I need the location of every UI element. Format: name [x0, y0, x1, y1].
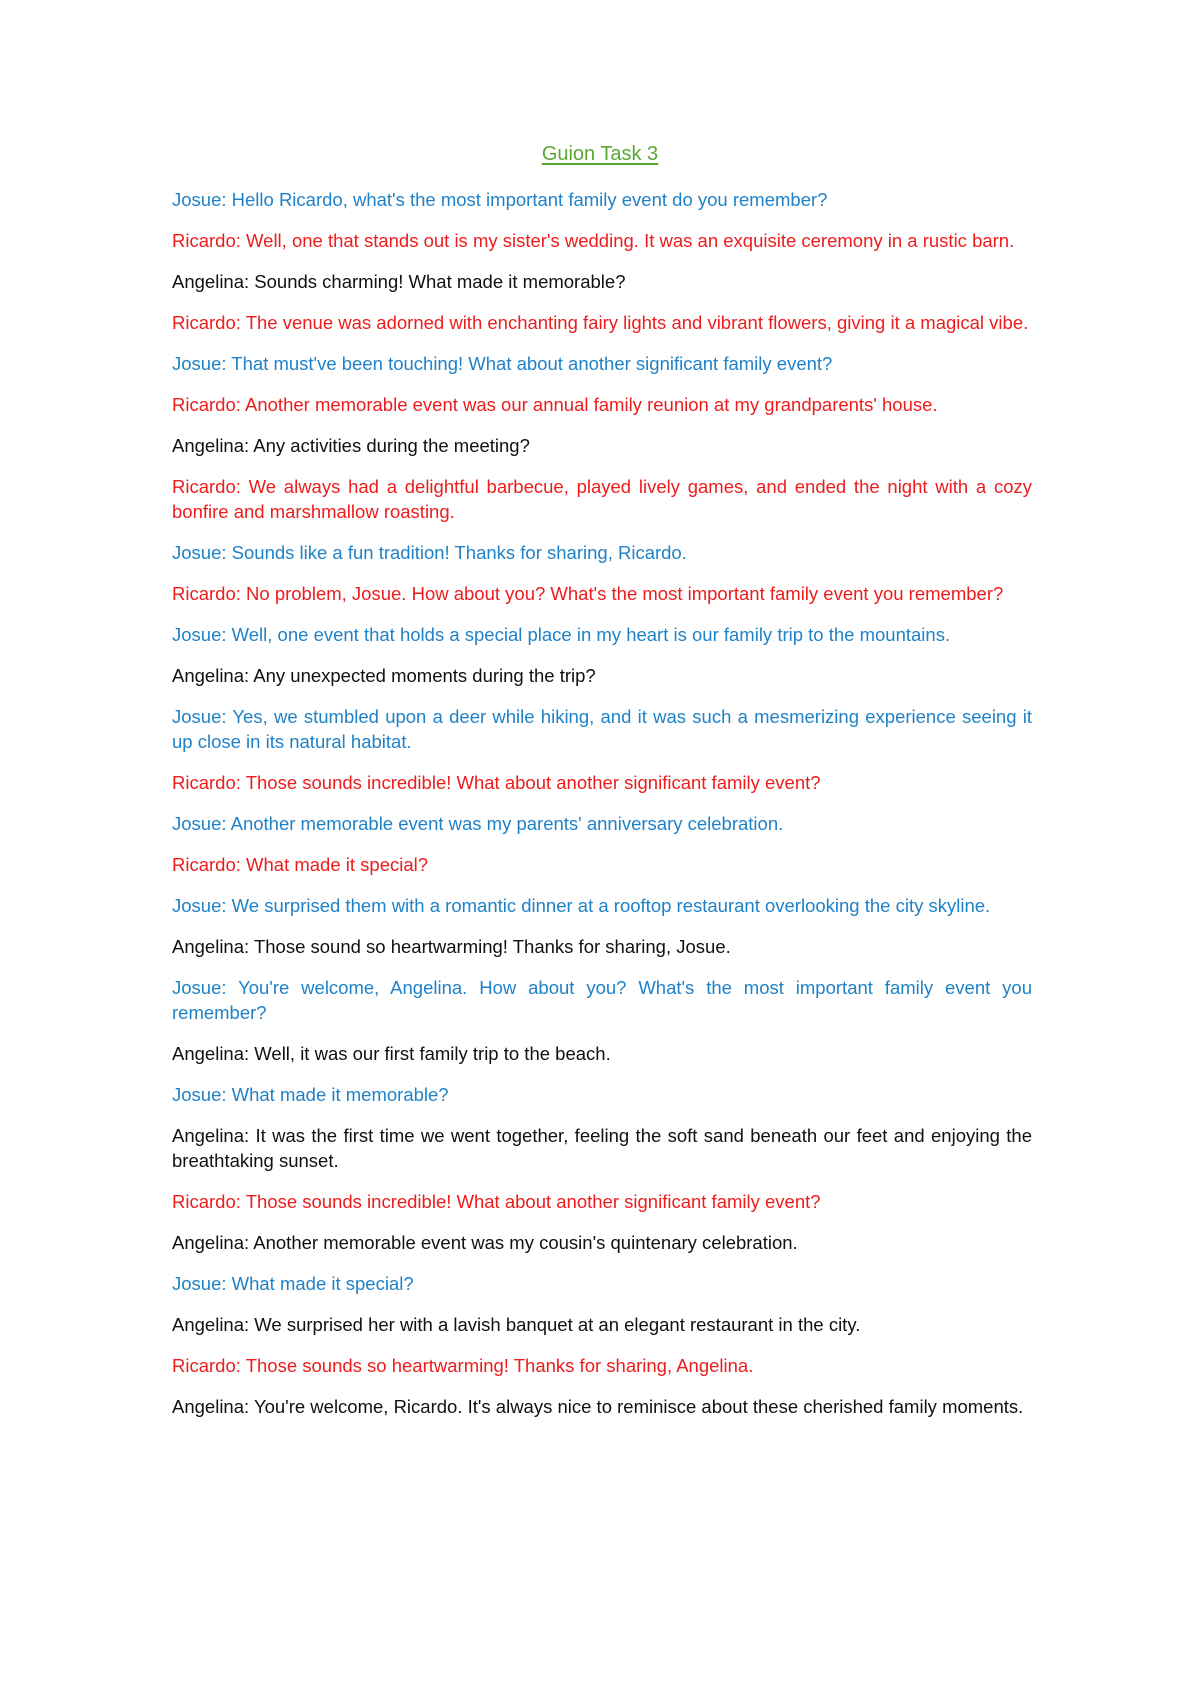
dialogue-line-ricardo: Ricardo: No problem, Josue. How about you? What's the most important family event you remember?	[172, 583, 1004, 604]
dialogue-line-josue: Josue: We surprised them with a romantic dinner at a rooftop restaurant overlooking the city skyline.	[172, 895, 991, 916]
dialogue-line-angelina: Angelina: You're welcome, Ricardo. It's always nice to reminisce about these cherished family moments.	[172, 1396, 1024, 1417]
dialogue-line-josue: Josue: What made it memorable?	[172, 1084, 449, 1105]
dialogue-line-ricardo: Ricardo: Those sounds incredible! What about another significant family event?	[172, 772, 821, 793]
dialogue-line-ricardo: Ricardo: We always had a delightful barbecue, played lively games, and ended the night with a cozy bonfire and marshmallow roasting.	[172, 476, 1032, 522]
dialogue-line-ricardo: Ricardo: Those sounds incredible! What about another significant family event?	[172, 1191, 821, 1212]
dialogue-line-angelina: Angelina: Sounds charming! What made it memorable?	[172, 271, 626, 292]
dialogue-line-josue: Josue: Another memorable event was my parents' anniversary celebration.	[172, 813, 784, 834]
dialogue-body	[172, 187, 1032, 1435]
dialogue-line-angelina: Angelina: We surprised her with a lavish banquet at an elegant restaurant in the city.	[172, 1314, 861, 1335]
dialogue-line-angelina: Angelina: Well, it was our first family trip to the beach.	[172, 1043, 611, 1064]
dialogue-line-ricardo: Ricardo: Another memorable event was our annual family reunion at my grandparents' house.	[172, 394, 938, 415]
dialogue-line-angelina: Angelina: It was the first time we went together, feeling the soft sand beneath our feet and enjoying the breathtaking sunset.	[172, 1125, 1032, 1171]
dialogue-line-ricardo: Ricardo: Well, one that stands out is my sister's wedding. It was an exquisite ceremony in a rustic barn.	[172, 230, 1015, 251]
dialogue-line-angelina: Angelina: Any unexpected moments during the trip?	[172, 665, 596, 686]
dialogue-line-angelina: Angelina: Any activities during the meeting?	[172, 435, 530, 456]
dialogue-line-josue: Josue: You're welcome, Angelina. How about you? What's the most important family event you remember?	[172, 977, 1032, 1023]
dialogue-line-angelina: Angelina: Those sound so heartwarming! Thanks for sharing, Josue.	[172, 936, 731, 957]
dialogue-line-josue: Josue: Yes, we stumbled upon a deer while hiking, and it was such a mesmerizing experience seeing it up close in its natural habitat.	[172, 706, 1032, 752]
dialogue-line-josue: Josue: What made it special?	[172, 1273, 414, 1294]
dialogue-line-ricardo: Ricardo: What made it special?	[172, 854, 429, 875]
dialogue-line-josue: Josue: That must've been touching! What about another significant family event?	[172, 353, 833, 374]
dialogue-line-angelina: Angelina: Another memorable event was my cousin's quintenary celebration.	[172, 1232, 798, 1253]
dialogue-line-ricardo: Ricardo: The venue was adorned with enchanting fairy lights and vibrant flowers, giving it a magical vibe.	[172, 312, 1029, 333]
document-title: Guion Task 3	[541, 143, 659, 165]
dialogue-line-josue: Josue: Sounds like a fun tradition! Thanks for sharing, Ricardo.	[172, 542, 687, 563]
dialogue-line-ricardo: Ricardo: Those sounds so heartwarming! Thanks for sharing, Angelina.	[172, 1355, 754, 1376]
dialogue-line-josue: Josue: Well, one event that holds a special place in my heart is our family trip to the mountains.	[172, 624, 951, 645]
dialogue-line-josue: Josue: Hello Ricardo, what's the most important family event do you remember?	[172, 189, 828, 210]
